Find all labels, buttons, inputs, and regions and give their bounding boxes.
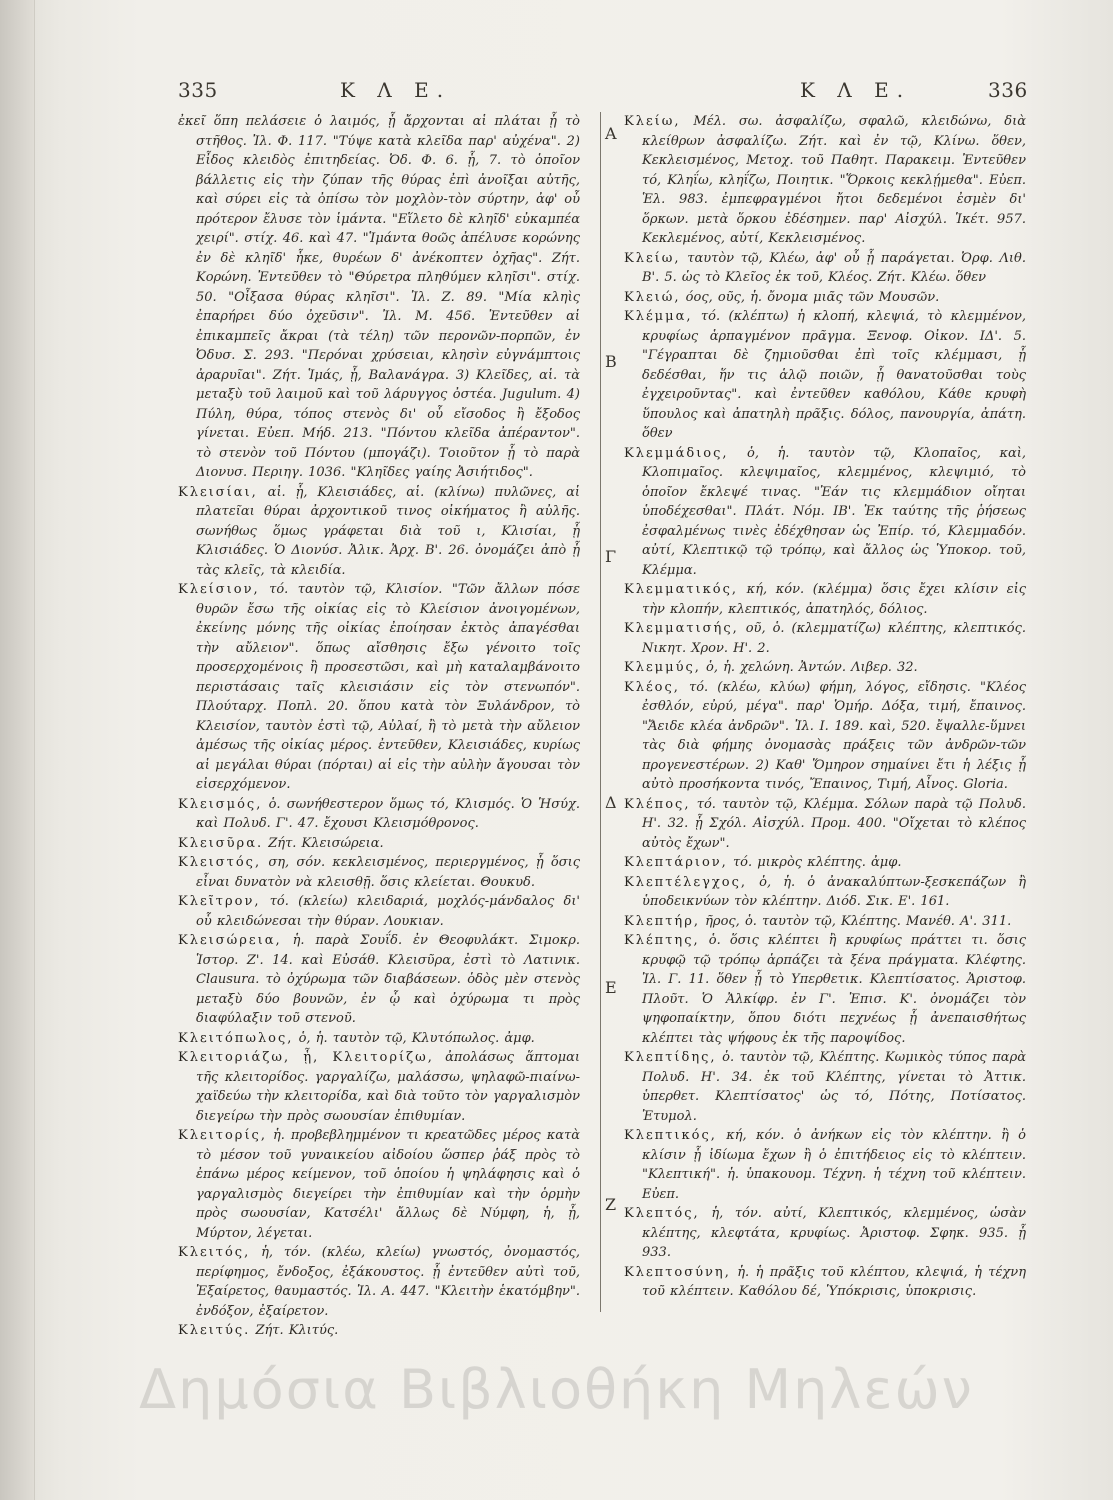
dictionary-entry: [178, 1321, 580, 1341]
dictionary-entry: [624, 619, 1026, 658]
entry-headword: Κλέπος,: [624, 796, 691, 812]
dictionary-entry: [624, 658, 1026, 678]
entry-definition: κή, κόν. ὁ ἀνήκων εἰς τὸν κλέπτην. ἢ ὁ κλίσιν ᾗ ἰδίωμα ἔχων ἢ ὁ ἐπιτήδειος εἰς τὸ κλέπτειν. "Κλεπτική". ἡ. ὑπακουομ. Τέχνη. ἡ τέχνη τοῦ κλέπτειν. Εὐεπ.: [642, 1128, 1026, 1202]
dictionary-entry: [178, 580, 580, 795]
entry-definition: ῆρος, ὁ. ταυτὸν τῷ, Κλέπτης. Μανέθ. Α'. 311.: [705, 913, 1012, 929]
entry-definition: ἡ, τόν. αὐτί, Κλεπτικός, κλεμμένος, ὡσὰν κλέπτης, κλεφτάτα, κρυφίως. Ἀριστοφ. Σφηκ. 935. ᾗ 933.: [642, 1206, 1026, 1260]
section-letter: Ε: [605, 978, 617, 997]
dictionary-entry: [624, 288, 1026, 308]
entry-definition: ἡ. προβεβλημμένον τι κρεατῶδες μέρος κατὰ τὸ μέσον τοῦ γυναικείου αἰδοίου ὥσπερ ῥάξ πρὸς τὸ ἐπάνω μέρος κείμενον, τοῦ ὁποίου ἡ ψηλάφησις καὶ ὁ γαργαλισμὸς διεγείρει τὴν ἐπιθυμίαν καὶ τὴν ὁρμὴν πρὸς σωουσίαν, Κατσέλι' ἄλλως δὲ Νύμφη, ἡ, ᾗ, Μύρτον, λέγεται.: [196, 1128, 580, 1241]
entry-definition: ταυτὸν τῷ, Κλέω, ἀφ' οὗ ᾗ παράγεται. Ὀρφ. Λιθ. Β'. 5. ὡς τὸ Κλεῖος ἐκ τοῦ, Κλέος. Ζήτ. Κλέω. ὅθεν: [642, 250, 1026, 285]
entry-headword: Κλεπτίδης,: [624, 1050, 717, 1065]
entry-headword: Κλειστός,: [178, 855, 262, 870]
entry-definition: τό. (κλέω, κλύω) φήμη, λόγος, εἴδησις. "Κλέος ἐσθλόν, εὐρύ, μέγα". παρ' Ὁμήρ. Δόξα, τιμή, ἔπαινος. "Ἄειδε κλέα ἀνδρῶν". Ἰλ. Ι. 189. καὶ, 520. ἔψαλλε-ὕμνει τὰς διὰ φήμης ὀνομασὰς πράξεις τῶν ἀνδρῶν-τῶν προγενεστέρων. 2) Καθ' Ὅμηρον σημαίνει ἔτι ἡ λέξις ᾗ αὐτὸ προσήκοντα τινός, Ἔπαινος, Τιμή, Αἶνος. Gloria.: [642, 679, 1026, 792]
entry-definition: κή, κόν. (κλέμμα) ὅσις ἔχει κλίσιν εἰς τὴν κλοπήν, κλεπτικός, ἀπατηλός, δόλιος.: [642, 582, 1026, 617]
entry-headword: Κλειώ,: [624, 289, 681, 305]
dictionary-entry: [624, 112, 1026, 249]
entry-headword: Κλεμμύς,: [624, 660, 701, 675]
dictionary-entry: [178, 483, 580, 581]
entry-definition: τό. μικρὸς κλέπτης. ἀμφ.: [732, 855, 902, 870]
section-letter: Α: [605, 124, 617, 143]
entry-definition: τό. ταυτὸν τῷ, Κλέμμα. Σόλων παρὰ τῷ Πολυδ. Η'. 32. ᾗ Σχόλ. Αἰσχύλ. Προμ. 400. "Οἴχεται τὸ κλέπος αὐτὸς ἔχων".: [642, 796, 1026, 851]
entry-headword: Κλεισῦρα.: [178, 835, 264, 851]
entry-definition: ὁ. σωνήθεστερον ὅμως τό, Κλισμός. Ὁ Ἡσύχ. καὶ Πολυδ. Γ'. 47. ἔχουσι Κλεισμόθρονος.: [196, 796, 580, 831]
dictionary-column-left: [178, 112, 580, 1341]
dictionary-entry: [624, 853, 1026, 873]
entry-definition: τό. (κλέπτω) ἡ κλοπή, κλεψιά, τὸ κλεμμένον, κρυφίως ἁρπαγμένον πρᾶγμα. Ξενοφ. Οἰκον. ΙΔ'. 5. "Γέγραπται δὲ ζημιοῦσθαι ἐπὶ τοῖς κλέμμασι, ᾗ δεδέσθαι, ἥν τις ἁλῷ ποιῶν, ᾗ θανατοῦσθαι τοὺς ἐγχειροῦντας". καὶ ἐντεῦθεν καθόλου, Κάθε κρυφὴ ὕπουλος καὶ ἀπατηλὴ πρᾶξις. δόλος, πανουργία, ἀπάτη. ὅθεν: [642, 309, 1026, 441]
entry-headword: Κλεισίαι,: [178, 484, 258, 500]
dictionary-entry: [178, 892, 580, 931]
entry-definition: ὁ. ταυτὸν τῷ, Κλέπτης. Κωμικὸς τύπος παρὰ Πολυδ. Η'. 34. ἐκ τοῦ Κλέπτης, γίνεται τὸ Ἀττικ. ὑπερθετ. Κλεπτίσατος' ὡς τό, Πότης, Ποτίσατος. Ἐτυμολ.: [642, 1050, 1026, 1124]
entry-definition: ὁ, ἡ. χελώνη. Ἀντών. Λιβερ. 32.: [706, 660, 918, 675]
dictionary-entry: [624, 931, 1026, 1048]
entry-definition: ἡ. παρὰ Σουΐδ. ἐν Θεοφυλάκτ. Σιμοκρ. Ἱστορ. Ζ'. 14. καὶ Εὐσάθ. Κλεισῦρα, ἐστὶ τὸ Λατινικ. Clausura. τὸ ὀχύρωμα τῶν διαβάσεων. ὁδὸς μὲν στενὸς μεταξὺ δύο βουνῶν, ἐν ᾧ καὶ ὀχύρωμα τι πρὸς διαφύλαξιν τοῦ στενοῦ.: [196, 933, 580, 1026]
entry-definition: τό. ταυτὸν τῷ, Κλισίον. "Τῶν ἄλλων πόσε θυρῶν ἔσω τῆς οἰκίας εἰς τὸ Κλείσιον ἀνοιγομένων, ἐκείνης μόνης τῆς οἰκίας ἐποίησαν ἐκτὸς ἀπαγέσθαι τὴν αὔλειον". ὅπως αἴσθησις ἔξω γένοιτο τοῖς προσερχομένοις ἢ προσεστῶσι, καὶ μὴ καταλαμβάνοιτο περιστάσαις ταῖς κλεισιάσιν εἰς τὸν στενωπόν". Πλούταρχ. Ποπλ. 20. ὅπου κατὰ τὸν Ξυλάνδρον, τὸ Κλεισίον, ταυτὸν ἐστὶ τῷ, Αὐλαί, ἢ τὸ μετὰ τὴν αὔλειον ἀμέσως τῆς οἰκίας μέρος. ἐντεῦθεν, Κλεισιάδες, κυρίως αἱ μεγάλαι θύραι (πόρται) αἱ εἰς τὴν αὐλὴν ἄγουσαι τὸν εἰσερχόμενον.: [196, 582, 580, 792]
entry-definition: Μέλ. σω. ἀσφαλίζω, σφαλῶ, κλειδώνω, διὰ κλείθρων ἀσφαλίζω. Ζήτ. καὶ ἐν τῷ, Κλίνω. ὅθεν, Κεκλεισμένος, Μετοχ. τοῦ Παθητ. Παρακειμ. Ἐντεῦθεν τό, Κληΐω, κληΐζω, Ποιητικ. "Ὅρκοις κεκλῄμεθα". Εὐεπ. Ἑλ. 983. ἐμπεφραγμένοι ἤτοι δεδεμένοι ἐσμὲν δι' ὅρκων. μετὰ ὅρκου ἐδέσημεν. παρ' Αἰσχύλ. Ἱκέτ. 957. Κεκλεμένος, αὐτί, Κεκλεισμένος.: [642, 114, 1026, 246]
section-letter: Β: [605, 352, 617, 371]
entry-headword: Κλεπτήρ,: [624, 913, 700, 929]
entry-definition: όος, οῦς, ἡ. ὄνομα μιᾶς τῶν Μουσῶν.: [685, 289, 940, 305]
dictionary-entry: [178, 1243, 580, 1321]
entry-headword: Κλείσιον,: [178, 582, 260, 597]
dictionary-entry: [624, 1263, 1026, 1302]
dictionary-entry: [624, 795, 1026, 854]
entry-definition: τό. (κλείω) κλειδαριά, μοχλός-μάνδαλος δι' οὗ κλειδώνεσαι τὴν θύραν. Λουκιαν.: [196, 894, 580, 929]
entry-headword: Κλεμματικός,: [624, 582, 739, 597]
dictionary-entry: [624, 444, 1026, 581]
entry-definition: ὁ, ἡ. ταυτὸν τῷ, Κλοπαῖος, καὶ, Κλοπιμαῖος. κλεψιμαῖος, κλεμμένος, κλεψιμιό, τὸ ὁποῖον ἔκλεψέ τινας. "Ἐάν τις κλεμμάδιον οἴηται ὑποδέχεσθαι". Πλάτ. Νόμ. ΙΒ'. Ἐκ ταύτης τῆς ῥήσεως ἐσφαλμένως τινὲς ἐδέχθησαν ὡς Ἐπίρ. τό, Κλεμμαδόν. αὐτί, Κλεπτικῷ τῷ τρόπῳ, καὶ ἄλλος ὡς Ὑποκορ. τοῦ, Κλέμμα.: [642, 445, 1026, 578]
entry-headword: Κλεῖτρον,: [178, 894, 261, 909]
section-letter: Δ: [605, 793, 617, 812]
entry-headword: Κλειτοριάζω, ᾗ, Κλειτορίζω,: [178, 1050, 434, 1065]
dictionary-entry: [624, 307, 1026, 444]
entry-headword: Κλεπτός,: [624, 1206, 700, 1221]
entry-definition: ὁ. ὅσις κλέπτει ἢ κρυφίως πράττει τι. ὅσις κρυφῷ τῷ τρόπῳ ἁρπάζει τὰ ξένα πράγματα. Κλέφτης. Ἰλ. Γ. 11. ὅθεν ᾗ τὸ Υπερθετικ. Κλεπτίσατος. Ἀριστοφ. Πλοῦτ. Ὁ Ἀλκίφρ. ἐν Γ'. Ἐπισ. Κ'. ὀνομάζει τὸν ψηφοπαίκτην, ὅπου διότι πεχνέως ᾗ ἀνεπαισθήτως κλέπτει τὰς ψήφους ἐκ τῆς παροψίδος.: [642, 933, 1026, 1046]
dictionary-entry: [178, 112, 580, 483]
entry-headword: Κλεισμός,: [178, 796, 263, 812]
dictionary-entry: [178, 795, 580, 834]
entry-headword: Κλέος,: [624, 679, 680, 695]
dictionary-entry: [178, 834, 580, 854]
dictionary-entry: [178, 853, 580, 892]
dictionary-entry: [624, 912, 1026, 932]
entry-headword: Κλεμματισής,: [624, 621, 739, 636]
entry-headword: Κλεπτάριον,: [624, 855, 728, 870]
entry-headword: Κλείω,: [624, 250, 681, 266]
dictionary-entry: [624, 1126, 1026, 1204]
entry-definition: ἐκεῖ ὅπη πελάσειε ὁ λαιμός, ᾗ ἄρχονται αἱ πλάται ᾗ τὸ στῆθος. Ἰλ. Φ. 117. "Τύψε κατὰ κλεῖδα παρ' αὐχένα". 2) Εἶδος κλειδὸς ἐπιτηδείας. Ὀδ. Φ. 6. ᾗ, 7. τὸ ὁποῖον βάλλετις εἰς τὴν ζύπαν τῆς θύρας ἐπὶ ἀνοῖξαι αὐτῆς, καὶ σύρει εἰς τὰ ὀπίσω τὸν μοχλὸν-τὸν σύρτην, ἀφ' οὗ πρότερον ἔλυσε τὸν ἱμάντα. "Εἵλετο δὲ κληῖδ' εὐκαμπέα χειρί". στίχ. 46. καὶ 47. "Ἱμάντα θοῶς ἀπέλυσε κορώνης ἐν δὲ κληῖδ' ἧκε, θυρέων δ' ἀνέκοπτεν ὀχῆας". Ζήτ. Κορώνη. Ἐντεῦθεν τὸ "Θύρετρα πληθύμεν κληῖσι". στίχ. 50. "Οἶξασα θύρας κληῖσι". Ἰλ. Ζ. 89. "Μία κληὶς ἐπαρήρει δύο ὀχεῦσιν". Ἰλ. Μ. 456. Ἐντεῦθεν αἱ ἐπικαμπεῖς ἄκραι (τὰ τέλη) τῶν περονῶν-πορπῶν, ἐν Ὀδυσ. Σ. 293. "Περόναι χρύσειαι, κλησὶν εὐγνάμπτοις ἀραρυῖαι". Ζήτ. Ἱμάς, ᾗ, Βαλανάγρα. 3) Κλεῖδες, αἱ. τὰ μεταξὺ τοῦ λαιμοῦ καὶ τοῦ λάρυγγος ὀστέα. Jugulum. 4) Πύλη, θύρα, τόπος στενὸς δι' οὗ εἴσοδος ἢ ἔξοδος γίνεται. Εὐεπ. Μήδ. 213. "Πόντου κλεῖδα ἀπέραντον". τὸ στενὸν τοῦ Πόντου (μπογάζι). Τοιοῦτον ᾗ τὸ παρὰ Διονυσ. Περιηγ. 1036. "Κληῖδες γαίης Ἀσιήτιδος".: [178, 114, 580, 480]
entry-headword: Κλειτός,: [178, 1245, 251, 1260]
running-head-right: Κ Λ Ε.: [800, 78, 912, 102]
entry-headword: Κλείω,: [624, 114, 681, 129]
dictionary-entry: [178, 1048, 580, 1126]
entry-definition: ἀπολάσως ἅπτομαι τῆς κλειτορίδος. γαργαλίζω, μαλάσσω, ψηλαφῶ-πιαίνω-χαϊδεύω τὴν κλειτορίδα, καὶ διὰ τοῦτο τὸν γαργαλισμὸν διεγείρω τὴν πρὸς σωουσίαν ἐπιθυμίαν.: [196, 1050, 580, 1124]
entry-headword: Κλεμμάδιος,: [624, 445, 729, 461]
dictionary-entry: [178, 931, 580, 1029]
entry-definition: ση, σόν. κεκλεισμένος, περιεργμένος, ᾗ ὅσις εἶναι δυνατὸν νὰ κλεισθῇ. ὅσις κλείεται. Θουκυδ.: [196, 855, 580, 890]
entry-definition: Ζήτ. Κλεισώρεια.: [268, 835, 384, 851]
running-head-left: Κ Λ Ε.: [340, 78, 452, 102]
entry-headword: Κλεπτέλεγχος,: [624, 874, 748, 890]
entry-headword: Κλεπτικός,: [624, 1128, 717, 1143]
library-watermark: Δημόσια Βιβλιοθήκη Μηλεών: [139, 1358, 974, 1421]
entry-definition: ὁ, ἡ. ὁ ἀνακαλύπτων-ξεσκεπάζων ἢ ὑποδεικνύων τὸν κλέπτην. Διόδ. Σικ. Ε'. 161.: [642, 874, 1026, 909]
entry-definition: ἡ. ἡ πρᾶξις τοῦ κλέπτου, κλεψιά, ἡ τέχνη τοῦ κλέπτειν. Καθόλου δέ, Ὑπόκρισις, ὑποκρισις.: [642, 1264, 1026, 1299]
entry-headword: Κλειτύς.: [178, 1323, 251, 1338]
page-edge: [0, 0, 35, 1500]
dictionary-column-right: [624, 112, 1026, 1302]
entry-headword: Κλειτόπωλος,: [178, 1030, 294, 1046]
dictionary-entry: [178, 1126, 580, 1243]
entry-headword: Κλέπτης,: [624, 933, 700, 948]
dictionary-entry: [624, 873, 1026, 912]
dictionary-entry: [624, 1048, 1026, 1126]
entry-definition: Ζήτ. Κλιτύς.: [255, 1323, 339, 1338]
entry-headword: Κλειτορίς,: [178, 1128, 267, 1143]
entry-definition: ὁ, ἡ. ταυτὸν τῷ, Κλυτόπωλος. ἀμφ.: [298, 1030, 535, 1046]
page-number-right: 336: [988, 78, 1028, 102]
dictionary-entry: [624, 580, 1026, 619]
entry-headword: Κλεπτοσύνη,: [624, 1264, 731, 1280]
dictionary-entry: [624, 678, 1026, 795]
dictionary-entry: [178, 1029, 580, 1049]
entry-headword: Κλέμμα,: [624, 309, 693, 324]
dictionary-entry: [624, 249, 1026, 288]
column-divider: [600, 112, 601, 1312]
dictionary-entry: [624, 1204, 1026, 1263]
entry-definition: ἡ, τόν. (κλέω, κλείω) γνωστός, ὀνομαστός, περίφημος, ἔνδοξος, ἐξάκουστος. ᾗ ἐντεῦθεν αὐτὶ τοῦ, Ἐξαίρετος, θαυμαστός. Ἰλ. Α. 447. "Κλειτὴν ἑκατόμβην". ἐνδόξον, ἐξαίρετον.: [196, 1245, 581, 1319]
page-number-left: 335: [178, 78, 218, 102]
entry-headword: Κλεισώρεια,: [178, 933, 282, 948]
entry-definition: αἱ. ᾗ, Κλεισιάδες, αἱ. (κλίνω) πυλῶνες, αἱ πλατεῖαι θύραι ἀρχοντικοῦ τινος οἰκήματος ἢ αὐλῆς. σωνήθως ὅμως γράφεται διὰ τοῦ ι, Κλισίαι, ᾗ Κλισιάδες. Ὁ Διονύσ. Ἀλικ. Ἀρχ. Β'. 26. ὀνομάζει ἀπὸ ᾗ τὰς κλεῖς, τὰ κλειδία.: [196, 484, 580, 578]
entry-definition: οῦ, ὁ. (κλεμματίζω) κλέπτης, κλεπτικός. Νικητ. Χρον. Η'. 2.: [642, 621, 1026, 656]
section-letter: Γ: [605, 547, 617, 566]
section-letter: Ζ: [605, 1195, 617, 1214]
